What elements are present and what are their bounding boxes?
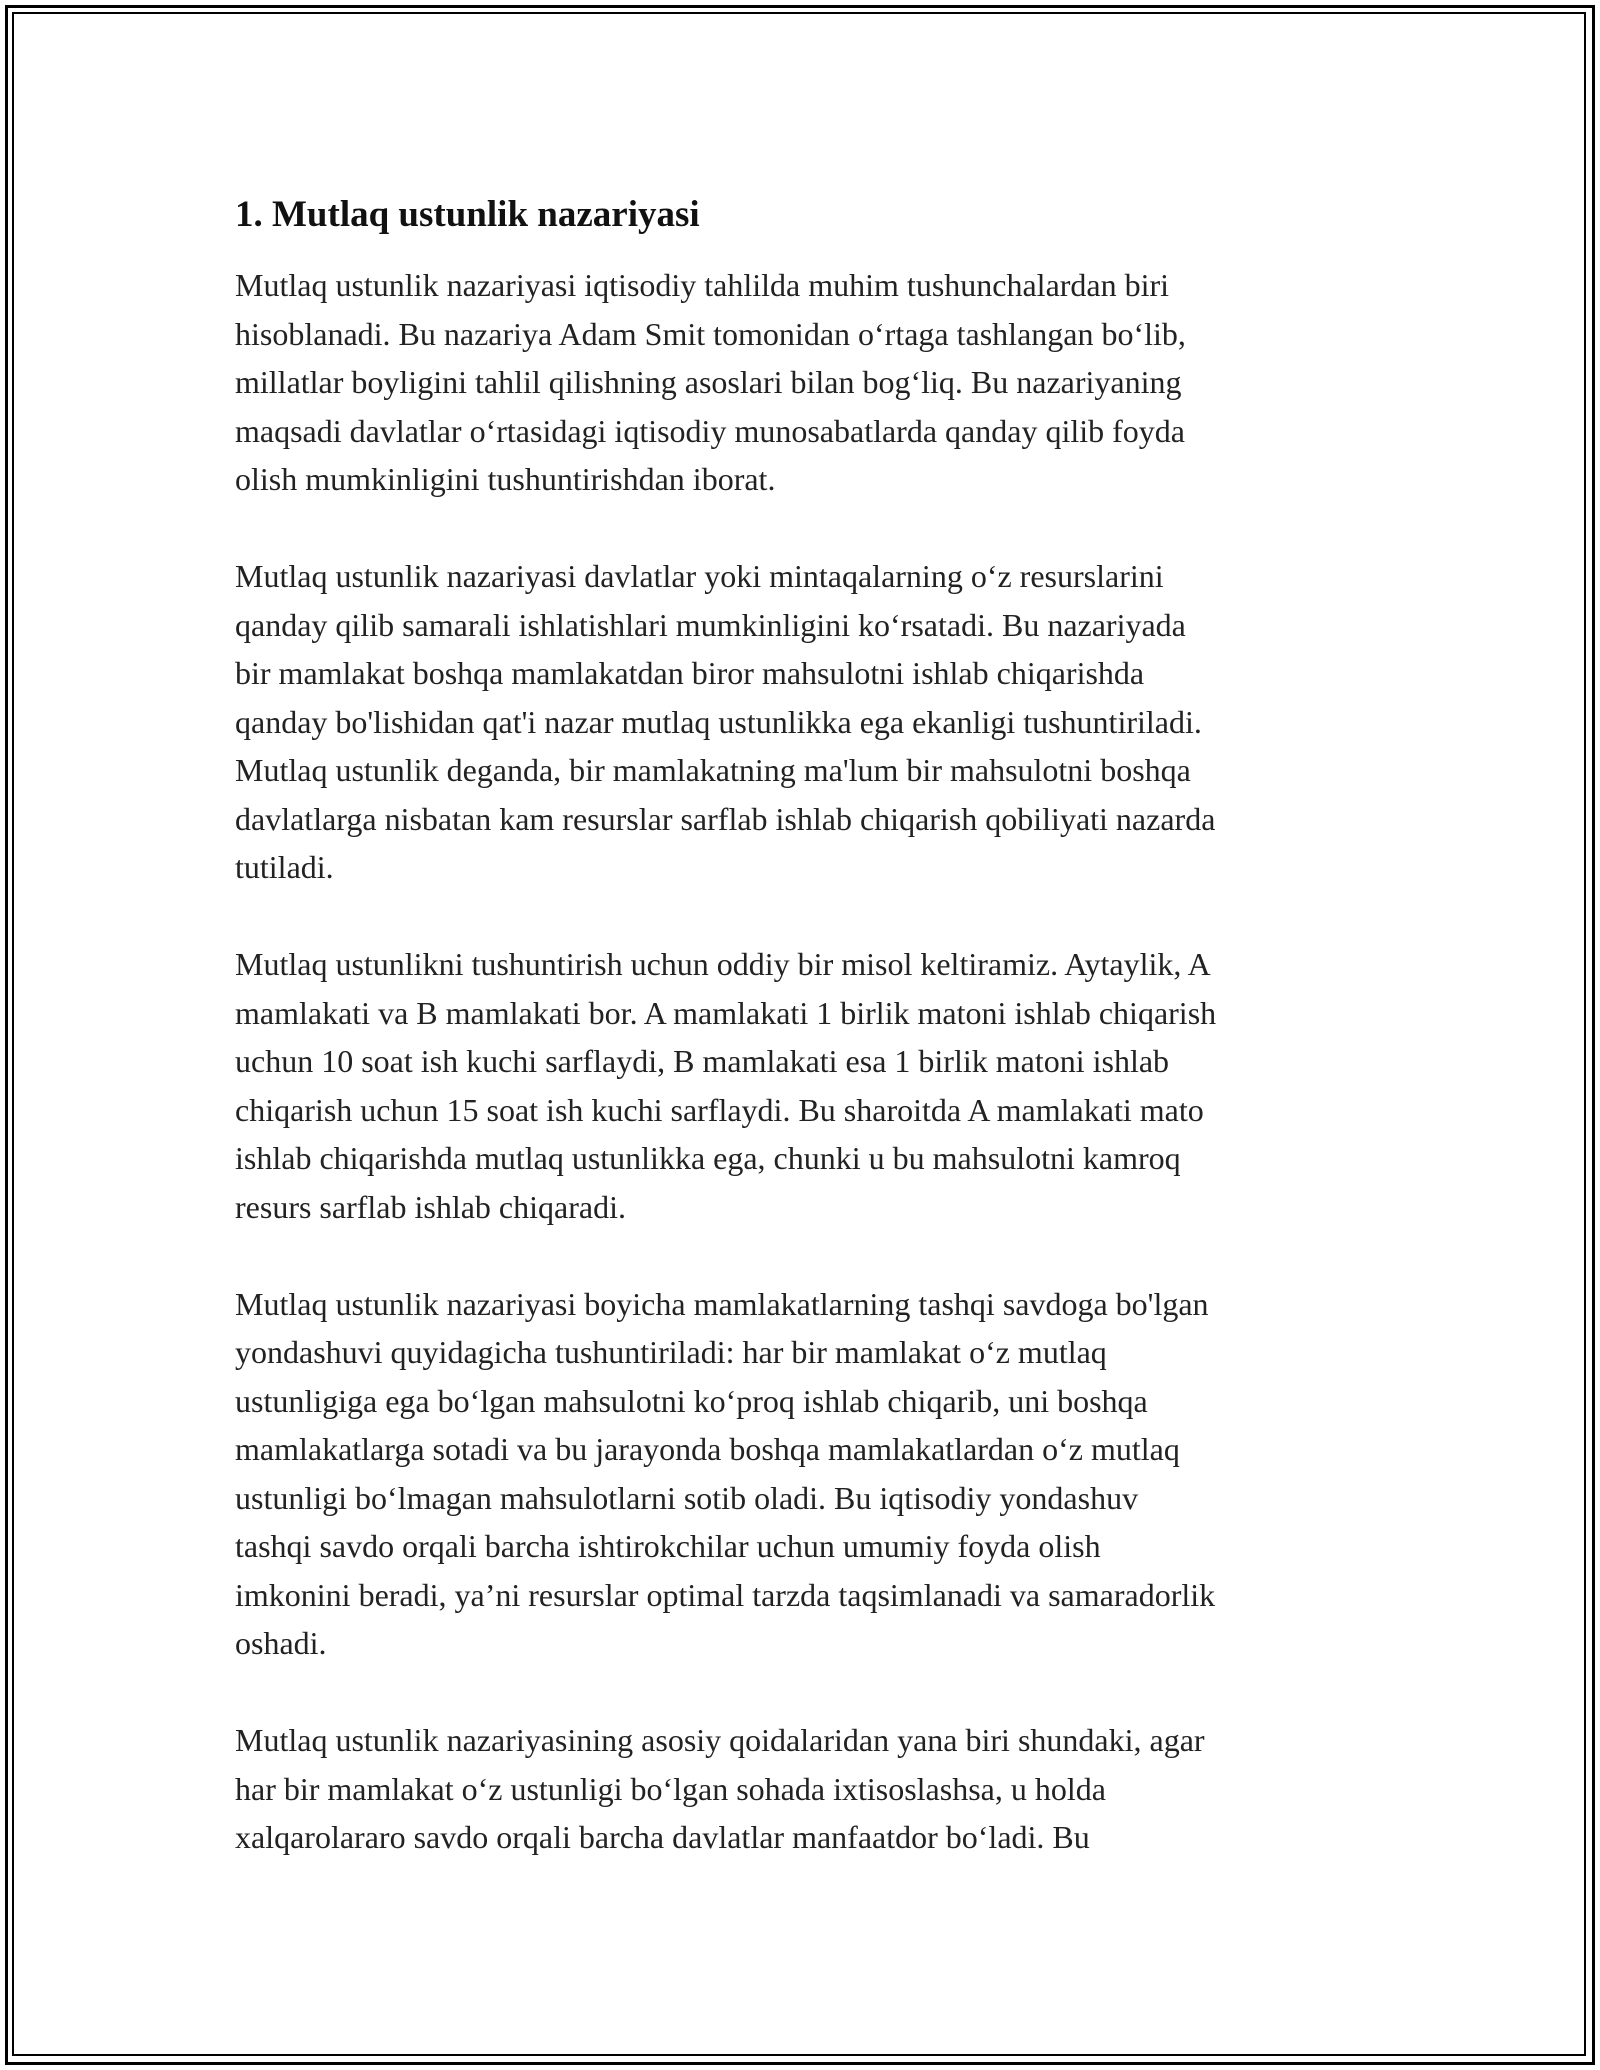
paragraph-3 (235, 940, 1375, 1231)
text-line: davlatlarga nisbatan kam resurslar sarflab ishlab chiqarish qobiliyati nazarda (235, 800, 1216, 837)
text-line: Mutlaq ustunlik nazariyasining asosiy qoidalaridan yana biri shundaki, agar (235, 1722, 1205, 1758)
text-line: uchun 10 soat ish kuchi sarflaydi, B mamlakati esa 1 birlik matoni ishlab (235, 1043, 1170, 1079)
text-line: yondashuvi quyidagicha tushuntiriladi: har bir mamlakat o‘z mutlaq (235, 1334, 1107, 1370)
text-line: ustunligiga ega bo‘lgan mahsulotni ko‘proq ishlab chiqarib, uni boshqa (235, 1382, 1148, 1419)
text-line: imkonini beradi, ya’ni resurslar optimal tarzda taqsimlanadi va samaradorlik (235, 1576, 1216, 1613)
paragraph-1 (235, 261, 1375, 504)
paragraph-5 (235, 1716, 1375, 1862)
text-line: Mutlaq ustunlikni tushuntirish uchun oddiy bir misol keltiramiz. Aytaylik, A (235, 946, 1211, 982)
text-line: mamlakati va B mamlakati bor. A mamlakati 1 birlik matoni ishlab chiqarish (235, 994, 1217, 1031)
text-line: resurs sarflab ishlab chiqaradi. (235, 1188, 626, 1225)
text-line: ishlab chiqarishda mutlaq ustunlikka ega, chunki u bu mahsulotni kamroq (235, 1140, 1181, 1176)
section-heading: 1. Mutlaq ustunlik nazariyasi (235, 194, 700, 235)
text-line: bir mamlakat boshqa mamlakatdan biror mahsulotni ishlab chiqarishda (235, 655, 1145, 691)
paragraph-2 (235, 552, 1375, 892)
text-line: tutiladi. (235, 849, 334, 885)
text-line: qanday bo'lishidan qat'i nazar mutlaq ustunlikka ega ekanligi tushuntiriladi. (235, 703, 1202, 740)
text-line: chiqarish uchun 15 soat ish kuchi sarflaydi. Bu sharoitda A mamlakati mato (235, 1091, 1204, 1128)
text-line: mamlakatlarga sotadi va bu jarayonda boshqa mamlakatlardan o‘z mutlaq (235, 1431, 1180, 1467)
text-line: qanday qilib samarali ishlatishlari mumkinligini ko‘rsatadi. Bu nazariyada (235, 606, 1186, 643)
text-line: oshadi. (235, 1625, 327, 1661)
text-line: Mutlaq ustunlik nazariyasi davlatlar yoki mintaqalarning o‘z resurslarini (235, 558, 1164, 594)
text-line: millatlar boyligini tahlil qilishning asoslari bilan bog‘liq. Bu nazariyaning (235, 364, 1182, 400)
text-line: tashqi savdo orqali barcha ishtirokchilar uchun umumiy foyda olish (235, 1528, 1101, 1564)
text-line: Mutlaq ustunlik nazariyasi iqtisodiy tahlilda muhim tushunchalardan biri (235, 267, 1170, 303)
text-line: hisoblanadi. Bu nazariya Adam Smit tomonidan o‘rtaga tashlangan bo‘lib, (235, 315, 1186, 352)
text-line: olish mumkinligini tushuntirishdan iborat. (235, 461, 776, 497)
text-line: Mutlaq ustunlik deganda, bir mamlakatning ma'lum bir mahsulotni boshqa (235, 752, 1191, 788)
document-page (235, 188, 1375, 1910)
text-line: ustunligi bo‘lmagan mahsulotlarni sotib oladi. Bu iqtisodiy yondashuv (235, 1479, 1139, 1516)
text-line: maqsadi davlatlar o‘rtasidagi iqtisodiy munosabatlarda qanday qilib foyda (235, 412, 1185, 449)
text-line: har bir mamlakat o‘z ustunligi bo‘lgan sohada ixtisoslashsa, u holda (235, 1770, 1106, 1807)
text-line: xalqarolararo savdo orqali barcha davlatlar manfaatdor bo‘ladi. Bu (235, 1819, 1090, 1855)
text-line: Mutlaq ustunlik nazariyasi boyicha mamlakatlarning tashqi savdoga bo'lgan (235, 1285, 1209, 1322)
paragraph-4 (235, 1280, 1375, 1668)
